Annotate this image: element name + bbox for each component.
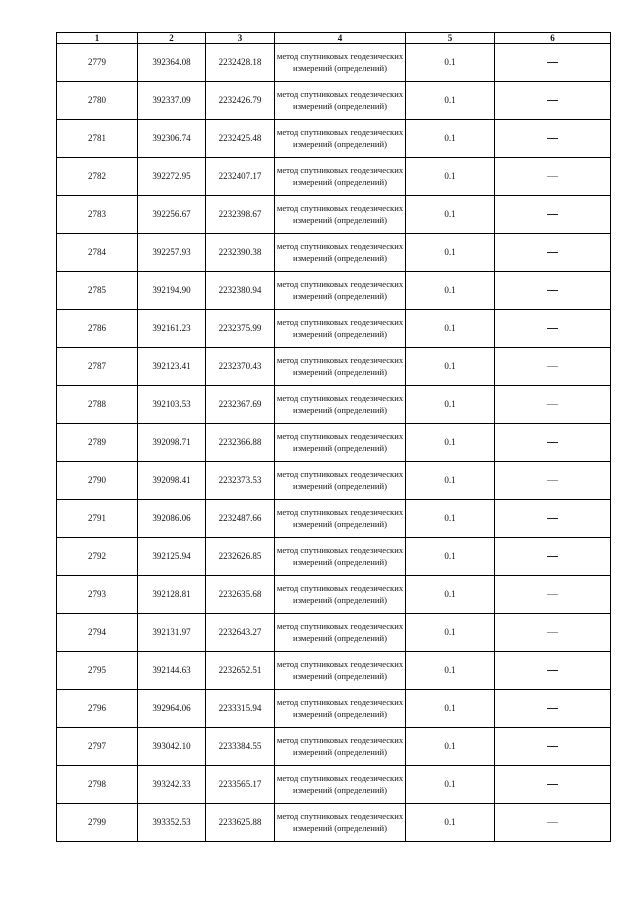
point-number-cell: 2793	[57, 576, 138, 614]
point-number-cell: 2779	[57, 44, 138, 82]
method-cell: метод спутниковых геодезических измерений (определений)	[275, 576, 406, 614]
description-cell	[495, 728, 611, 766]
x-coordinate-cell: 393242.33	[138, 766, 206, 804]
y-coordinate-cell: 2232407.17	[206, 158, 275, 196]
coordinates-table	[56, 32, 611, 842]
description-cell	[495, 538, 611, 576]
accuracy-cell: 0.1	[406, 462, 495, 500]
description-text	[558, 741, 559, 742]
point-number-cell: 2797	[57, 728, 138, 766]
table-row	[57, 538, 611, 576]
description-text	[558, 703, 559, 704]
method-cell: метод спутниковых геодезических измерений (определений)	[275, 804, 406, 842]
x-coordinate-cell: 392123.41	[138, 348, 206, 386]
description-cell	[495, 348, 611, 386]
table-row	[57, 272, 611, 310]
method-cell: метод спутниковых геодезических измерений (определений)	[275, 386, 406, 424]
dash-mark	[547, 708, 558, 709]
x-coordinate-cell: 392125.94	[138, 538, 206, 576]
point-number-cell: 2798	[57, 766, 138, 804]
description-text	[558, 361, 559, 362]
description-cell	[495, 576, 611, 614]
table-row	[57, 310, 611, 348]
description-cell	[495, 196, 611, 234]
description-cell	[495, 234, 611, 272]
table-body	[57, 44, 611, 842]
description-cell	[495, 652, 611, 690]
x-coordinate-cell: 392194.90	[138, 272, 206, 310]
description-cell	[495, 690, 611, 728]
point-number-cell: 2796	[57, 690, 138, 728]
x-coordinate-cell: 392272.95	[138, 158, 206, 196]
method-cell: метод спутниковых геодезических измерений (определений)	[275, 196, 406, 234]
point-number-cell: 2789	[57, 424, 138, 462]
method-cell: метод спутниковых геодезических измерений (определений)	[275, 310, 406, 348]
table-row	[57, 424, 611, 462]
y-coordinate-cell: 2232643.27	[206, 614, 275, 652]
table-row	[57, 804, 611, 842]
description-cell	[495, 424, 611, 462]
x-coordinate-cell: 392306.74	[138, 120, 206, 158]
description-text	[558, 323, 559, 324]
y-coordinate-cell: 2232425.48	[206, 120, 275, 158]
description-text	[558, 589, 559, 590]
point-number-cell: 2786	[57, 310, 138, 348]
y-coordinate-cell: 2232390.38	[206, 234, 275, 272]
method-cell: метод спутниковых геодезических измерений (определений)	[275, 82, 406, 120]
method-cell: метод спутниковых геодезических измерений (определений)	[275, 690, 406, 728]
point-number-cell: 2791	[57, 500, 138, 538]
x-coordinate-cell: 392086.06	[138, 500, 206, 538]
description-text	[558, 665, 559, 666]
method-cell: метод спутниковых геодезических измерений (определений)	[275, 728, 406, 766]
header-row	[57, 33, 611, 44]
description-text	[558, 399, 559, 400]
y-coordinate-cell: 2232375.99	[206, 310, 275, 348]
dash-mark	[547, 556, 558, 557]
table-row	[57, 728, 611, 766]
point-number-cell: 2782	[57, 158, 138, 196]
dash-mark	[547, 290, 558, 291]
description-text	[558, 57, 559, 58]
description-text	[558, 475, 559, 476]
description-text	[558, 171, 559, 172]
point-number-cell: 2784	[57, 234, 138, 272]
method-cell: метод спутниковых геодезических измерений (определений)	[275, 538, 406, 576]
y-coordinate-cell: 2232380.94	[206, 272, 275, 310]
y-coordinate-cell: 2232373.53	[206, 462, 275, 500]
point-number-cell: 2781	[57, 120, 138, 158]
accuracy-cell: 0.1	[406, 82, 495, 120]
description-cell	[495, 158, 611, 196]
table-row	[57, 766, 611, 804]
point-number-cell: 2799	[57, 804, 138, 842]
dash-mark	[547, 442, 558, 443]
point-number-cell: 2780	[57, 82, 138, 120]
accuracy-cell: 0.1	[406, 804, 495, 842]
x-coordinate-cell: 392364.08	[138, 44, 206, 82]
dash-mark	[547, 518, 558, 519]
description-text	[558, 95, 559, 96]
method-cell: метод спутниковых геодезических измерений (определений)	[275, 348, 406, 386]
x-coordinate-cell: 392257.93	[138, 234, 206, 272]
description-text	[558, 513, 559, 514]
table-row	[57, 500, 611, 538]
accuracy-cell: 0.1	[406, 272, 495, 310]
y-coordinate-cell: 2232635.68	[206, 576, 275, 614]
y-coordinate-cell: 2233625.88	[206, 804, 275, 842]
x-coordinate-cell: 392098.71	[138, 424, 206, 462]
accuracy-cell: 0.1	[406, 424, 495, 462]
table-row	[57, 614, 611, 652]
dash-mark	[547, 176, 558, 177]
point-number-cell: 2787	[57, 348, 138, 386]
dash-mark	[547, 404, 558, 405]
x-coordinate-cell: 392131.97	[138, 614, 206, 652]
y-coordinate-cell: 2233315.94	[206, 690, 275, 728]
point-number-cell: 2794	[57, 614, 138, 652]
accuracy-cell: 0.1	[406, 44, 495, 82]
method-cell: метод спутниковых геодезических измерений (определений)	[275, 614, 406, 652]
description-text	[558, 285, 559, 286]
header-cell-2: 2	[138, 33, 206, 44]
dash-mark	[547, 670, 558, 671]
method-cell: метод спутниковых геодезических измерений (определений)	[275, 158, 406, 196]
x-coordinate-cell: 392103.53	[138, 386, 206, 424]
table-row	[57, 44, 611, 82]
y-coordinate-cell: 2232626.85	[206, 538, 275, 576]
method-cell: метод спутниковых геодезических измерений (определений)	[275, 234, 406, 272]
accuracy-cell: 0.1	[406, 690, 495, 728]
method-cell: метод спутниковых геодезических измерений (определений)	[275, 44, 406, 82]
accuracy-cell: 0.1	[406, 196, 495, 234]
method-cell: метод спутниковых геодезических измерений (определений)	[275, 766, 406, 804]
description-text	[558, 817, 559, 818]
description-cell	[495, 310, 611, 348]
accuracy-cell: 0.1	[406, 386, 495, 424]
description-text	[558, 627, 559, 628]
point-number-cell: 2795	[57, 652, 138, 690]
point-number-cell: 2792	[57, 538, 138, 576]
description-cell	[495, 272, 611, 310]
accuracy-cell: 0.1	[406, 538, 495, 576]
description-cell	[495, 386, 611, 424]
y-coordinate-cell: 2232367.69	[206, 386, 275, 424]
point-number-cell: 2790	[57, 462, 138, 500]
dash-mark	[547, 366, 558, 367]
accuracy-cell: 0.1	[406, 652, 495, 690]
dash-mark	[547, 62, 558, 63]
dash-mark	[547, 328, 558, 329]
accuracy-cell: 0.1	[406, 158, 495, 196]
y-coordinate-cell: 2232426.79	[206, 82, 275, 120]
method-cell: метод спутниковых геодезических измерений (определений)	[275, 272, 406, 310]
header-cell-3: 3	[206, 33, 275, 44]
accuracy-cell: 0.1	[406, 500, 495, 538]
accuracy-cell: 0.1	[406, 310, 495, 348]
method-cell: метод спутниковых геодезических измерений (определений)	[275, 462, 406, 500]
x-coordinate-cell: 392161.23	[138, 310, 206, 348]
dash-mark	[547, 138, 558, 139]
dash-mark	[547, 632, 558, 633]
dash-mark	[547, 252, 558, 253]
description-cell	[495, 462, 611, 500]
table-row	[57, 158, 611, 196]
y-coordinate-cell: 2232428.18	[206, 44, 275, 82]
x-coordinate-cell: 393042.10	[138, 728, 206, 766]
header-cell-1: 1	[57, 33, 138, 44]
accuracy-cell: 0.1	[406, 614, 495, 652]
point-number-cell: 2783	[57, 196, 138, 234]
x-coordinate-cell: 392256.67	[138, 196, 206, 234]
accuracy-cell: 0.1	[406, 120, 495, 158]
y-coordinate-cell: 2233384.55	[206, 728, 275, 766]
dash-mark	[547, 480, 558, 481]
description-cell	[495, 44, 611, 82]
description-text	[558, 551, 559, 552]
y-coordinate-cell: 2232487.66	[206, 500, 275, 538]
point-number-cell: 2785	[57, 272, 138, 310]
x-coordinate-cell: 393352.53	[138, 804, 206, 842]
method-cell: метод спутниковых геодезических измерений (определений)	[275, 120, 406, 158]
header-cell-5: 5	[406, 33, 495, 44]
description-cell	[495, 500, 611, 538]
accuracy-cell: 0.1	[406, 348, 495, 386]
description-cell	[495, 82, 611, 120]
description-text	[558, 437, 559, 438]
table-row	[57, 120, 611, 158]
x-coordinate-cell: 392337.09	[138, 82, 206, 120]
description-text	[558, 133, 559, 134]
accuracy-cell: 0.1	[406, 576, 495, 614]
y-coordinate-cell: 2233565.17	[206, 766, 275, 804]
accuracy-cell: 0.1	[406, 234, 495, 272]
table-row	[57, 82, 611, 120]
table-row	[57, 234, 611, 272]
dash-mark	[547, 594, 558, 595]
y-coordinate-cell: 2232652.51	[206, 652, 275, 690]
x-coordinate-cell: 392098.41	[138, 462, 206, 500]
document-page	[56, 32, 610, 842]
dash-mark	[547, 784, 558, 785]
accuracy-cell: 0.1	[406, 766, 495, 804]
header-cell-6: 6	[495, 33, 611, 44]
table-row	[57, 462, 611, 500]
description-cell	[495, 804, 611, 842]
y-coordinate-cell: 2232370.43	[206, 348, 275, 386]
dash-mark	[547, 100, 558, 101]
description-cell	[495, 614, 611, 652]
description-cell	[495, 766, 611, 804]
y-coordinate-cell: 2232398.67	[206, 196, 275, 234]
y-coordinate-cell: 2232366.88	[206, 424, 275, 462]
header-cell-4: 4	[275, 33, 406, 44]
table-row	[57, 690, 611, 728]
description-text	[558, 779, 559, 780]
dash-mark	[547, 214, 558, 215]
accuracy-cell: 0.1	[406, 728, 495, 766]
method-cell: метод спутниковых геодезических измерений (определений)	[275, 424, 406, 462]
dash-mark	[547, 822, 558, 823]
description-text	[558, 209, 559, 210]
table-row	[57, 196, 611, 234]
description-cell	[495, 120, 611, 158]
table-row	[57, 348, 611, 386]
method-cell: метод спутниковых геодезических измерений (определений)	[275, 500, 406, 538]
x-coordinate-cell: 392128.81	[138, 576, 206, 614]
description-text	[558, 247, 559, 248]
table-row	[57, 386, 611, 424]
method-cell: метод спутниковых геодезических измерений (определений)	[275, 652, 406, 690]
table-row	[57, 652, 611, 690]
point-number-cell: 2788	[57, 386, 138, 424]
x-coordinate-cell: 392964.06	[138, 690, 206, 728]
table-row	[57, 576, 611, 614]
dash-mark	[547, 746, 558, 747]
x-coordinate-cell: 392144.63	[138, 652, 206, 690]
